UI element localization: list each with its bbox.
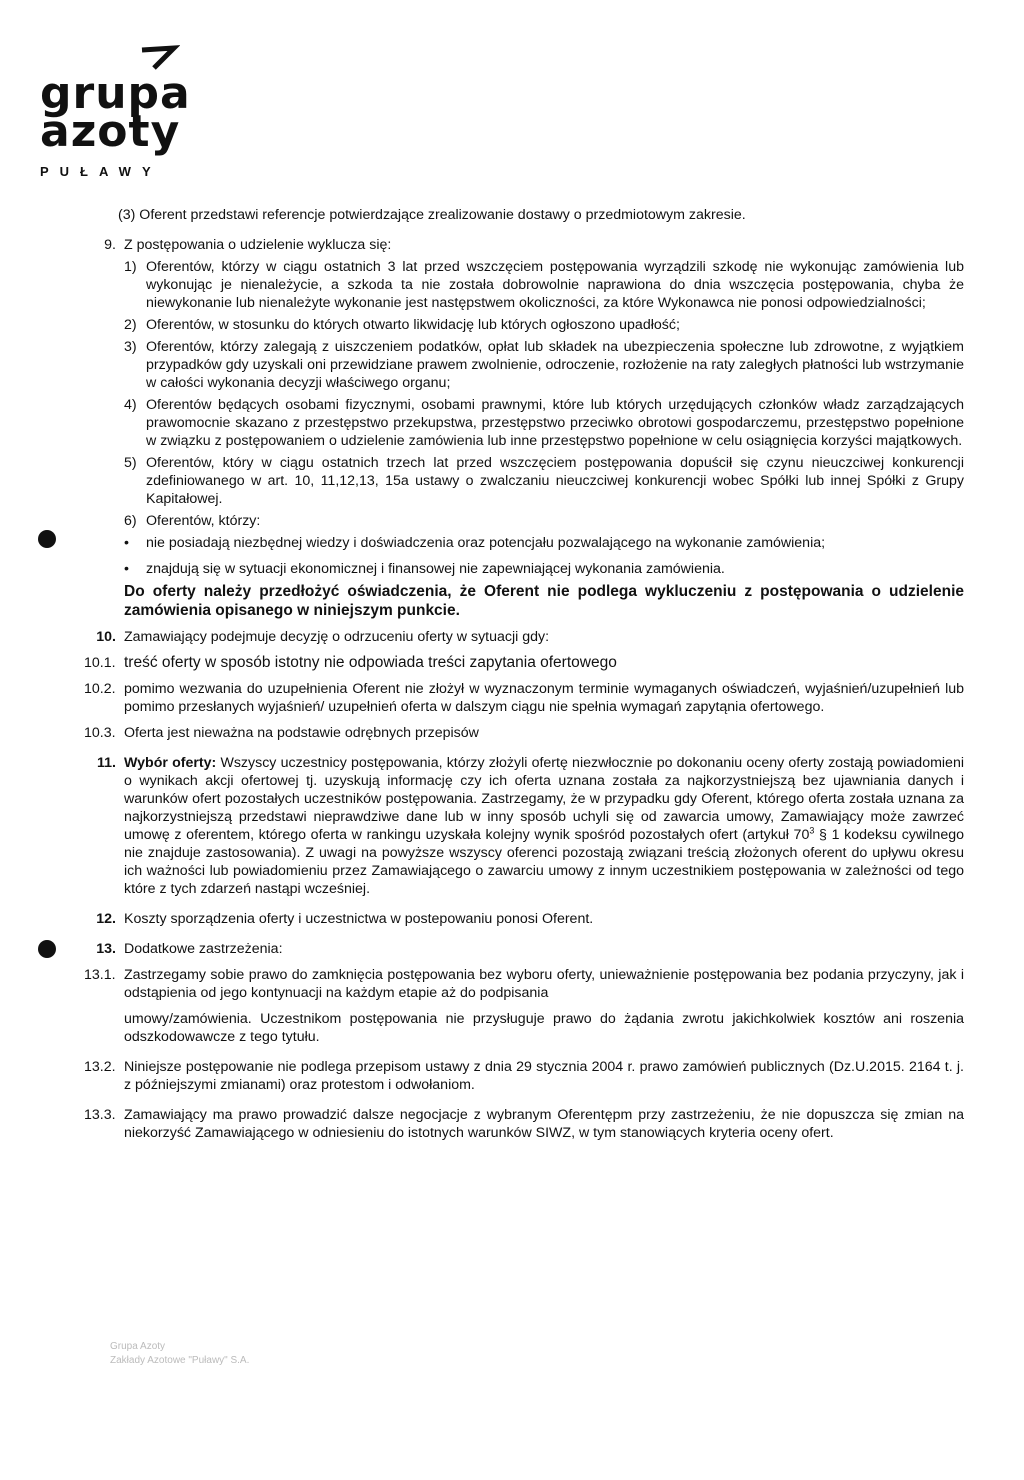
item-number: 5) <box>124 455 137 471</box>
section-12 <box>84 910 964 928</box>
item-number: 3) <box>124 339 137 355</box>
item-text: Oferta jest nieważna na podstawie odrębnych przepisów <box>124 725 479 741</box>
section-text-b: § 1 kodeksu cywilnego nie znajduje zastosowania). Z uwagi na powyższe wszyscy oferenci pozostają związani treścią złożonych oferent do upływu okresu ich ważności lub powiadomieniu przez Zamawiającego o zawarciu umowy z innym uczestnikiem postępowania w zależności od tego które z tych zdarzeń nastąpi wcześniej. <box>124 827 964 897</box>
item-number: 4) <box>124 397 137 413</box>
list-item <box>124 258 964 312</box>
item-text: Oferentów, który w ciągu ostatnich trzech lat przed wszczęciem postępowania dopuścił się czynu nieuczciwej konkurencji zdefiniowanego w art. 10, 11,12,13, 15a ustawy o zwalczaniu nieuczciwej konkurencji wobec Spółki lub innej Spółki z Grupy Kapitałowej. <box>146 455 964 507</box>
section-text: Zamawiający podejmuje decyzję o odrzuceniu oferty w sytuacji gdy: <box>124 629 550 645</box>
company-logo <box>40 44 240 194</box>
section-10 <box>84 628 964 646</box>
sub-item <box>84 654 964 672</box>
list-item <box>124 454 964 508</box>
list-item <box>124 316 964 334</box>
item-text: Zamawiający ma prawo prowadzić dalsze negocjacje z wybranym Oferentępm przy zastrzeżeniu, że nie dopuszcza się zmian na niekorzyść Zamawiającego w odniesieniu do istotnych warunków SIWZ, w tym stanowiących kryteria oceny ofert. <box>124 1107 964 1141</box>
item-number: 2) <box>124 317 137 333</box>
logo-text-grupa: grupa <box>40 68 191 119</box>
item-text: treść oferty w sposób istotny nie odpowiada treści zapytania ofertowego <box>124 654 617 671</box>
item-text: pomimo wezwania do uzupełnienia Oferent nie złożył w wyznaczonym terminie wymaganych oświadczeń, wyjaśnień/uzupełnień lub pomimo przesłanych wyjaśnień/ uzupełnień oferta w dalszym ciągu nie spełnia wymagań zapytąnia ofertowego. <box>124 681 964 715</box>
logo-text-azoty: azoty <box>40 106 181 157</box>
item-number: 1) <box>124 259 137 275</box>
sub-item <box>84 966 964 1046</box>
bullet-text: nie posiadają niezbędnej wiedzy i doświadczenia oraz potencjału pozwalającego na wykonanie zamówienia; <box>146 535 826 551</box>
bullet-icon: • <box>124 535 129 551</box>
section-text: Z postępowania o udzielenie wyklucza się: <box>124 237 392 253</box>
section-number: 11. <box>97 755 116 771</box>
bullet-item <box>124 560 964 578</box>
section-number: 13. <box>96 941 116 957</box>
section-11 <box>84 754 964 898</box>
list-item <box>124 396 964 450</box>
section-number: 9. <box>104 237 116 253</box>
section-text-a: Wszyscy uczestnicy postępowania, którzy złożyli ofertę niezwłocznie po dokonaniu oceny oferty zostają powiadomieni o wynikach akcji ofertowej tj. uzyskują informację czy ich oferta uznana została za najkorzystniejszą bez ujawniania danych i warunków ofert pozostałych uczestników postępowania. Zastrzegamy, że w przypadku gdy Oferent, którego oferta została uznana za najkorzystniejszą przedstawi nieprawdziwe dane lub w inny sposób uchyli się od zawarcia umowy, Zamawiający może zawrzeć umowę z oferentem, którego oferta w rankingu uzyskała kolejny wynik spośród pozostałych ofert (artykuł 70 <box>124 755 964 843</box>
footer-line: Zakłady Azotowe "Puławy" S.A. <box>110 1355 250 1366</box>
list-item <box>124 338 964 392</box>
section-9 <box>84 236 964 254</box>
item-text: Oferentów, którzy w ciągu ostatnich 3 lat przed wszczęciem postępowania wyrządzili szkodę nie wykonując zamówienia lub wykonując je nienależycie, a szkoda ta nie została dobrowolnie naprawiona do dnia wszczęcia postępowania, chyba że niewykonanie lub nienależyte wykonanie jest następstwem okoliczności, za które Wykonawca nie ponosi odpowiedzialności; <box>146 259 964 311</box>
section-text <box>124 754 964 898</box>
item-number: 13.1. <box>84 967 116 983</box>
item-text-part: Zastrzegamy sobie prawo do zamknięcia postępowania bez wyboru oferty, unieważnienie postępowania bez podania przyczyny, jak i odstąpienia od jego kontynuacji na każdym etapie aż do podpisania <box>124 967 964 1001</box>
section-number: 10. <box>96 629 116 645</box>
item-text: Oferentów, w stosunku do których otwarto likwidację lub których ogłoszono upadłość; <box>146 317 680 333</box>
superscript: 3 <box>809 825 815 836</box>
sub-item <box>84 1058 964 1094</box>
sub-item <box>84 1106 964 1142</box>
page-footer <box>110 1340 930 1430</box>
item-text: Niniejsze postępowanie nie podlega przepisom ustawy z dnia 29 stycznia 2004 r. prawo zamówień publicznych (Dz.U.2015. 2164 t. j. z późniejszymi zmianami) oraz protestom i odwołaniom. <box>124 1059 964 1093</box>
item-number: 13.2. <box>84 1059 116 1075</box>
item-number: 13.3. <box>84 1107 116 1123</box>
bullet-text: znajdują się w sytuacji ekonomicznej i finansowej nie zapewniającej wykonania zamówienia. <box>146 561 725 577</box>
section-text: Dodatkowe zastrzeżenia: <box>124 941 283 957</box>
sub-item <box>84 680 964 716</box>
document-body <box>84 206 964 1142</box>
item-text: Oferentów będących osobami fizycznymi, osobami prawnymi, które lub których urzędujących członków władz zarządzających prawomocnie skazano z przestępstwo przekupstwa, przestępstwo przeciwko obrotowi gospodarczemu, przestępstwo popełnione w związku z postępowaniem o udzielenie zamówienia lub inne przestępstwo popełnione w celu osiągnięcia korzyści majątkowych. <box>146 397 964 449</box>
item-text: Oferentów, którzy zalegają z uiszczeniem podatków, opłat lub składek na ubezpieczenia społeczne lub zdrowotne, z wyjątkiem przypadków gdy uzyskali oni przewidziane prawem zwolnienie, odroczenie, rozłożenie na raty zaległych płatności lub wstrzymanie w całości wykonania decyzji właściwego organu; <box>146 339 964 391</box>
logo-subtitle: PUŁAWY <box>40 164 162 179</box>
binder-hole-icon <box>38 940 56 958</box>
section-number: 12. <box>96 911 116 927</box>
item-text-part: umowy/zamówienia. Uczestnikom postępowania nie przysługuje prawo do żądania zwrotu jakichkolwiek kosztów ani roszenia odszkodowawcze z tego tytułu. <box>124 1011 964 1045</box>
list-item <box>124 512 964 530</box>
section-label: Wybór oferty: <box>124 755 217 771</box>
section-text: Koszty sporządzenia oferty i uczestnictwa w postepowaniu ponosi Oferent. <box>124 911 594 927</box>
item-text <box>124 966 964 1046</box>
intro-paragraph: (3) Oferent przedstawi referencje potwierdzające zrealizowanie dostawy o przedmiotowym zakresie. <box>118 207 746 223</box>
bullet-item <box>124 534 964 552</box>
logo-arrow-icon <box>140 44 180 70</box>
binder-hole-icon <box>38 530 56 548</box>
item-number: 10.2. <box>84 681 116 697</box>
footer-line: Grupa Azoty <box>110 1341 166 1352</box>
bullet-icon: • <box>124 561 129 577</box>
section-13 <box>84 940 964 958</box>
item-number: 6) <box>124 513 137 529</box>
item-number: 10.3. <box>84 725 116 741</box>
item-number: 10.1. <box>84 655 116 671</box>
item-text: Oferentów, którzy: <box>146 513 261 529</box>
exclusion-note: Do oferty należy przedłożyć oświadczenia, że Oferent nie podlega wykluczeniu z postępowania o udzielenie zamówienia opisanego w niniejszym punkcie. <box>124 583 964 619</box>
sub-item <box>84 724 964 742</box>
